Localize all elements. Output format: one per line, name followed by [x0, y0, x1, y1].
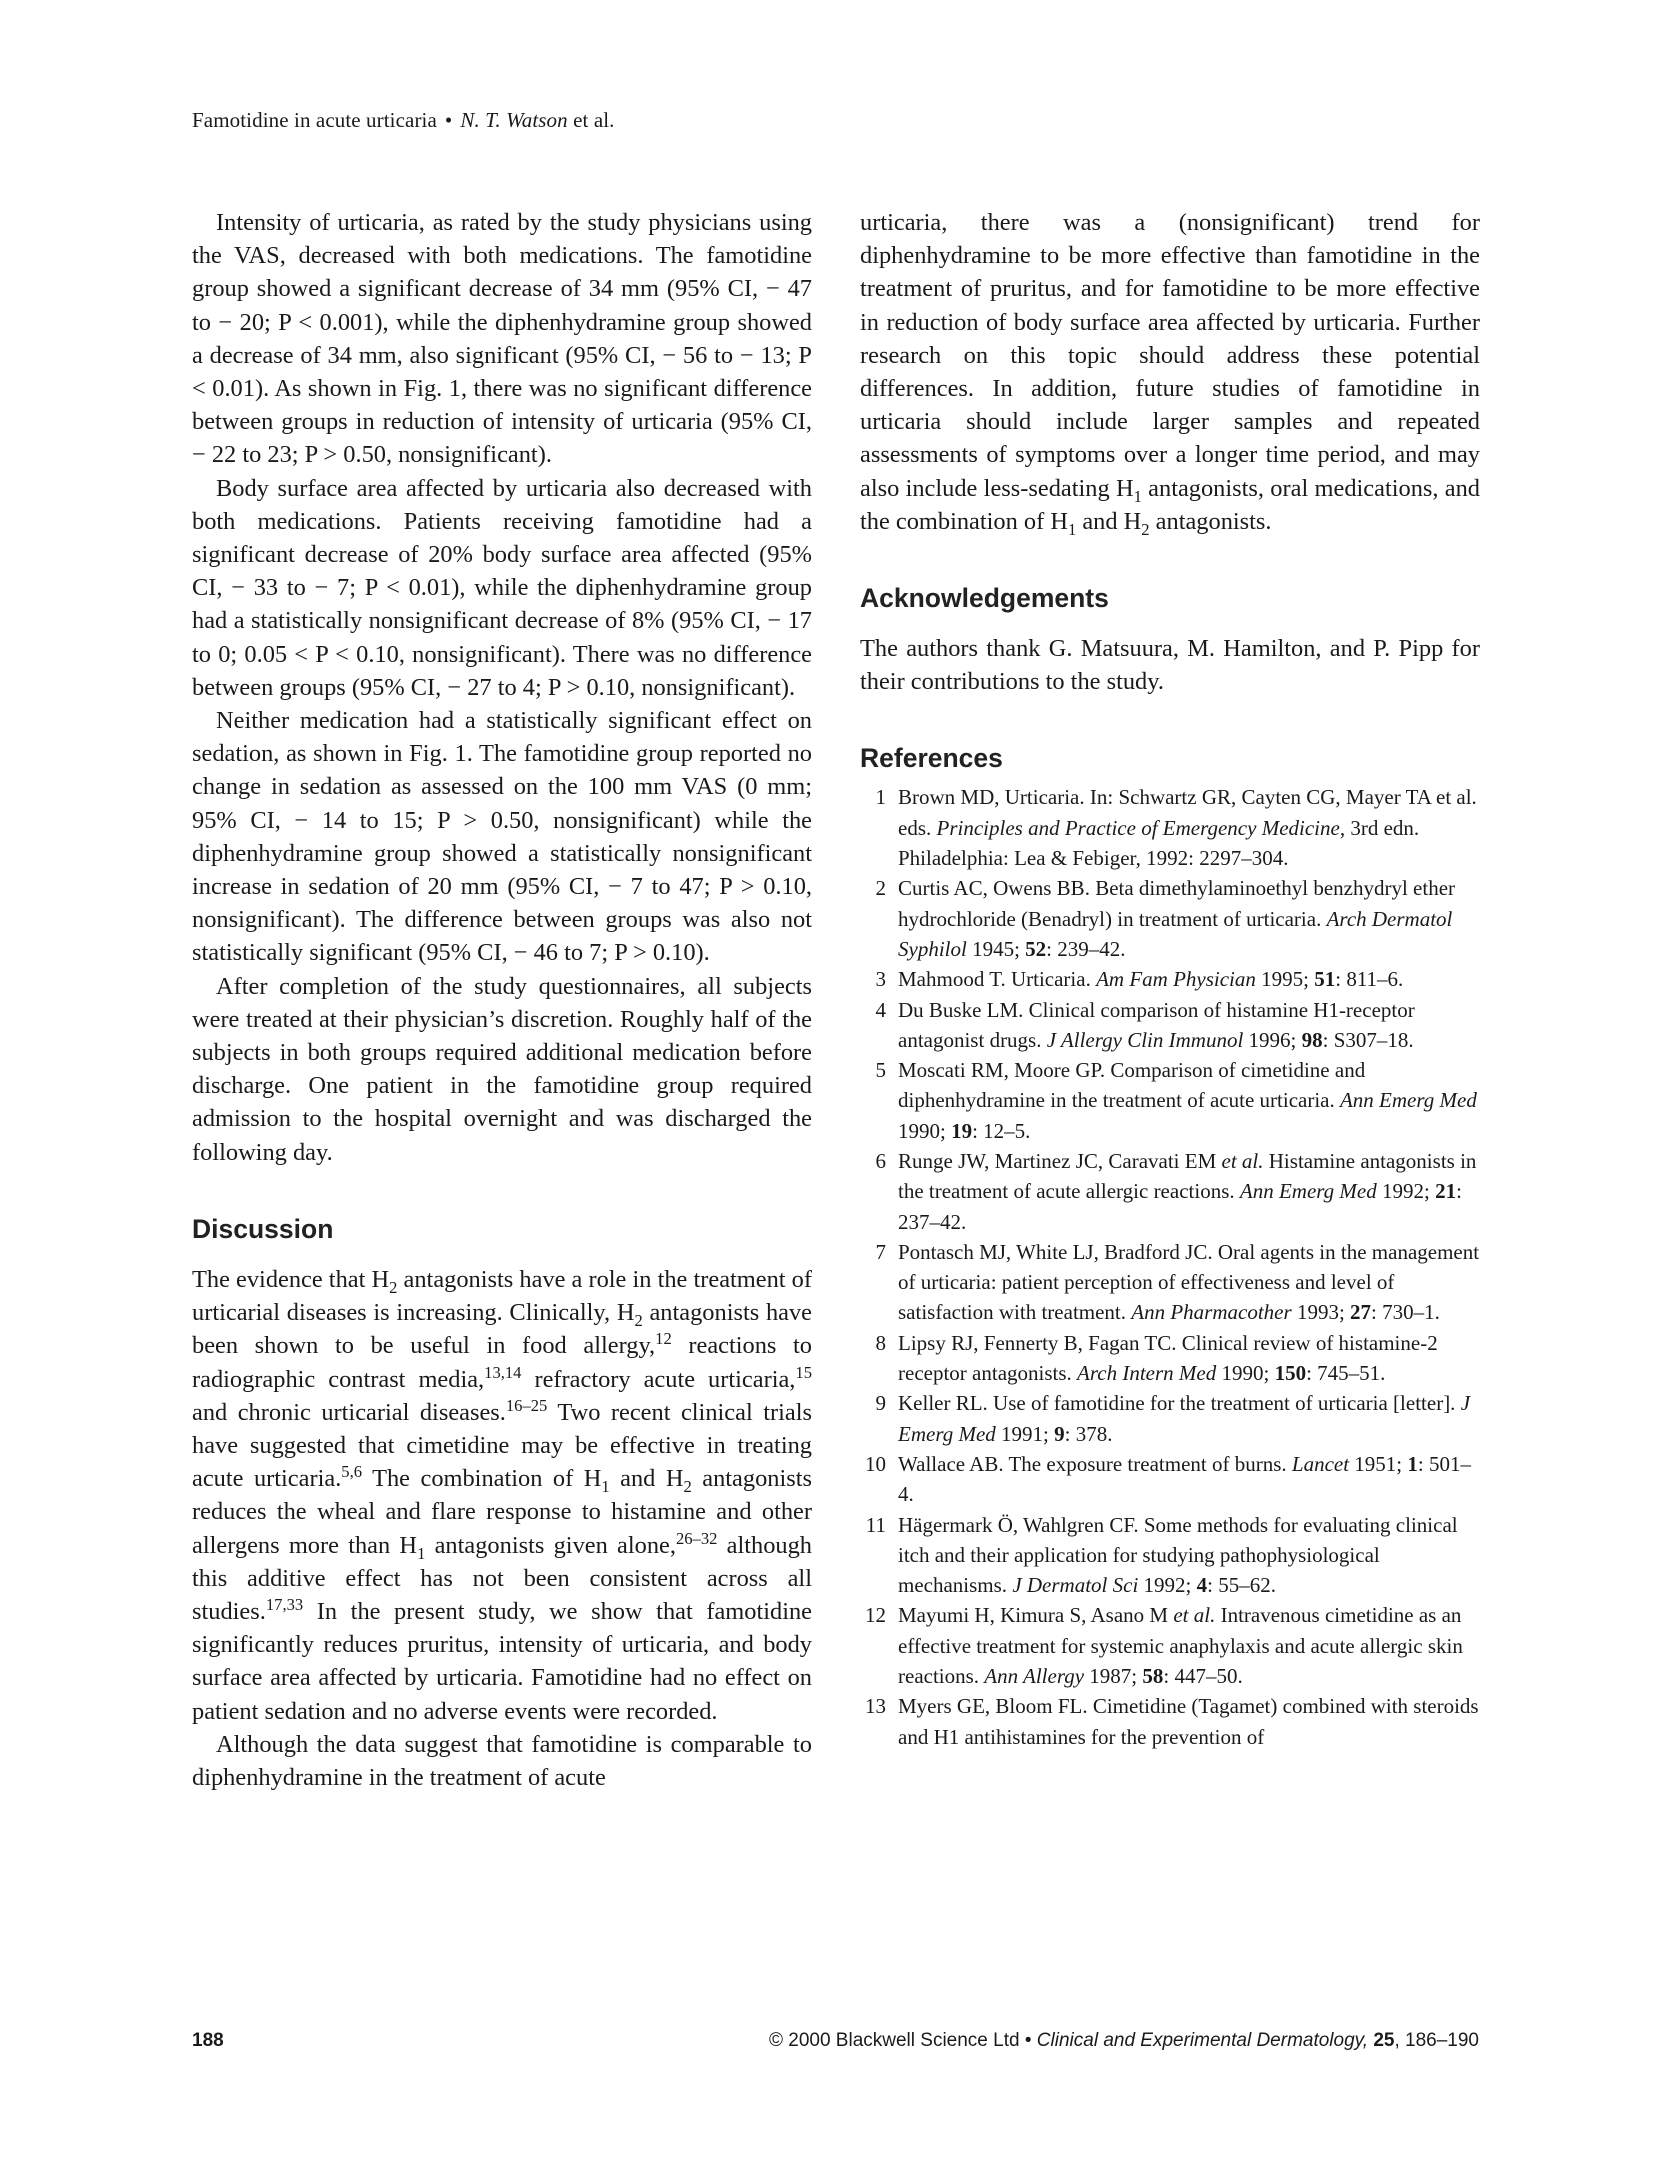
reference-item: 13 Myers GE, Bloom FL. Cimetidine (Tagamet) combined with steroids and H1 antihistamines for the prevention of — [865, 1694, 1479, 1749]
reference-item: 10 Wallace AB. The exposure treatment of burns. Lancet 1951; 1: 501–4. — [865, 1451, 1471, 1507]
copyright-line: © 2000 Blackwell Science Ltd • Clinical and Experimental Dermatology, 25, 186–190 — [768, 2030, 1479, 2051]
discussion-paragraph-1: The evidence that $H_2$ antagonists have a role in the treatment of urticarial diseases is increasing. Clinically, $H_2$ antagonists have been shown to be useful in food allergy,$^{12}$ reactions to radiographic contrast media,$^{13,14}$ refractory acute urticaria,$^{15}$ and chronic urticarial diseases.$^{16-25}$ Two recent clinical trials have suggested that cimetidine may be effective in treating acute urticaria.$^{5,6}$ The combination of $H_1$ and $H_2$ antagonists reduces the wheal and flare response to histamine and other allergens more than $H_1$ antagonists given alone,$^{26-32}$ although this additive effect has not been consistent across all studies.$^{17,33}$ In the present study, we show that famotidine significantly reduces pruritus, intensity of urticaria, and body surface area affected by urticaria. Famotidine had no effect on patient sedation and no adverse events were recorded. — [192, 1265, 813, 1725]
reference-item: 9 Keller RL. Use of famotidine for the treatment of urticaria [letter]. J Emerg Med 1991; 9: 378. — [875, 1391, 1471, 1446]
running-head-authors: N. T. Watson — [460, 108, 568, 132]
reference-item: 11 Hägermark Ö, Wahlgren CF. Some methods for evaluating clinical itch and their application for studying pathophysiological mechanisms. J Dermatol Sci 1992; 4: 55–62. — [865, 1512, 1458, 1598]
reference-item: 6 Runge JW, Martinez JC, Caravati EM et al. Histamine antagonists in the treatment of acute allergic reactions. Ann Emerg Med 1992; 21: 237–42. — [875, 1149, 1477, 1234]
running-head-bullet: • — [444, 108, 453, 132]
discussion-heading: Discussion — [192, 1213, 334, 1244]
reference-item: 3 Mahmood T. Urticaria. Am Fam Physician 1995; 51: 811–6. — [875, 967, 1404, 992]
acknowledgements-text: The authors thank G. Matsuura, M. Hamilton, and P. Pipp for their contributions to the study. — [860, 635, 1480, 696]
results-paragraph-intensity: Intensity of urticaria, as rated by the study physicians using the VAS, decreased with both medications. The famotidine group showed a significant decrease of 34 mm (95% CI, − 47 to − 20; P < 0.001), while the diphenhydramine group showed a decrease of 34 mm, also significant (95% CI, − 56 to − 13; P < 0.01). As shown in Fig. 1, there was no significant difference between groups in reduction of intensity of urticaria (95% CI, − 22 to 23; P > 0.50, nonsignificant). — [192, 209, 812, 469]
discussion-paragraph-2: Although the data suggest that famotidine is comparable to diphenhydramine in the treatment of acute — [192, 1730, 812, 1791]
left-column — [192, 206, 812, 1794]
results-paragraph-body-surface: Body surface area affected by urticaria also decreased with both medications. Patients receiving famotidine had a significant decrease of 20% body surface area affected (95% CI, − 33 to − 7; P < 0.01), while the diphenhydramine group had a statistically nonsignificant decrease of 8% (95% CI, − 17 to 0; 0.05 < P < 0.10, nonsignificant). There was no difference between groups (95% CI, − 27 to 4; P > 0.10, nonsignificant). — [192, 474, 812, 701]
results-paragraph-sedation: Neither medication had a statistically significant effect on sedation, as shown in Fig. 1. The famotidine group reported no change in sedation as assessed on the 100 mm VAS (0 mm; 95% CI, − 14 to 15; P > 0.50, nonsignificant) while the diphenhydramine group showed a statistically nonsignificant increase in sedation of 20 mm (95% CI, − 7 to 47; P > 0.10, nonsignificant). The difference between groups was also not statistically significant (95% CI, − 46 to 7; P > 0.10). — [192, 707, 812, 967]
reference-item: 7 Pontasch MJ, White LJ, Bradford JC. Oral agents in the management of urticaria: patient perception of effectiveness and level of satisfaction with treatment. Ann Pharmacother 1993; 27: 730–1. — [875, 1239, 1480, 1325]
running-head-etal: et al. — [567, 108, 615, 132]
reference-item: 12 Mayumi H, Kimura S, Asano M et al. Intravenous cimetidine as an effective treatment for systemic anaphylaxis and acute allergic skin reactions. Ann Allergy 1987; 58: 447–50. — [865, 1603, 1463, 1689]
reference-item: 4 Du Buske LM. Clinical comparison of histamine H1-receptor antagonist drugs. J Allergy Clin Immunol 1996; 98: S307–18. — [875, 997, 1415, 1052]
page-number: 188 — [192, 2030, 224, 2051]
reference-item: 8 Lipsy RJ, Fennerty B, Fagan TC. Clinical review of histamine-2 receptor antagonists. Arch Intern Med 1990; 150: 745–51. — [875, 1330, 1438, 1386]
reference-item: 2 Curtis AC, Owens BB. Beta dimethylaminoethyl benzhydryl ether hydrochloride (Benadryl) in treatment of urticaria. Arch Dermatol Syphilol 1945; 52: 239–42. — [875, 876, 1456, 961]
reference-item: 5 Moscati RM, Moore GP. Comparison of cimetidine and diphenhydramine in the treatment of acute urticaria. Ann Emerg Med 1990; 19: 12–5. — [875, 1058, 1477, 1143]
discussion-paragraph-3: urticaria, there was a (nonsignificant) trend for diphenhydramine to be more effective than famotidine in the treatment of pruritus, and for famotidine to be more effective in reduction of body surface area affected by urticaria. Further research on this topic should address these potential differences. In addition, future studies of famotidine in urticaria should include larger samples and repeated assessments of symptoms over a longer time period, and may also include less-sedating $H_1$ antagonists, oral medications, and the combination of $H_1$ and $H_2$ antagonists. — [860, 209, 1480, 539]
running-head-title: Famotidine in acute urticaria — [192, 108, 437, 132]
reference-item: 1 Brown MD, Urticaria. In: Schwartz GR, Cayten CG, Mayer TA et al. eds. Principles and Practice of Emergency Medicine, 3rd edn. Philadelphia: Lea & Febiger, 1992: 2297–304. — [875, 785, 1477, 871]
results-paragraph-treatment: After completion of the study questionnaires, all subjects were treated at their physician’s discretion. Roughly half of the subjects in both groups required additional medication before discharge. One patient in the famotidine group required admission to the hospital overnight and was discharged the following day. — [192, 972, 812, 1166]
references-heading: References — [860, 743, 1003, 774]
running-head — [192, 108, 615, 133]
acknowledgements-heading: Acknowledgements — [860, 583, 1109, 614]
right-column — [860, 206, 1480, 1752]
references-list — [860, 782, 1480, 1752]
